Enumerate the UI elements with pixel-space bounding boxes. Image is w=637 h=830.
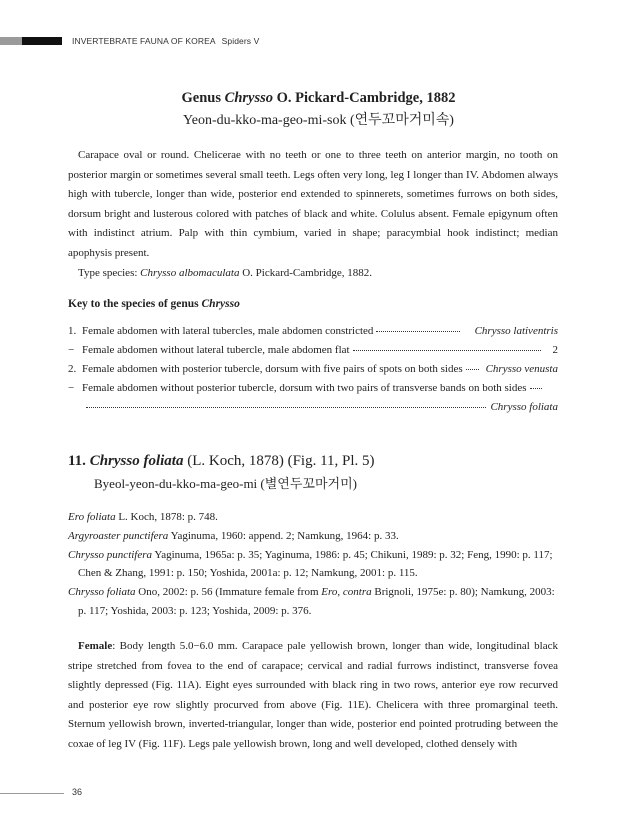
key-number: − bbox=[68, 382, 75, 394]
header-title: INVERTEBRATE FAUNA OF KOREA bbox=[72, 36, 216, 46]
key-row bbox=[68, 341, 558, 360]
key-text: Female abdomen without lateral tubercle, male abdomen flat bbox=[82, 344, 350, 356]
key-text: Female abdomen without posterior tubercle, dorsum with two pairs of transverse bands on both sides bbox=[82, 382, 527, 394]
header-bar-black bbox=[22, 37, 62, 45]
synonym-ref: Brignoli, 1975e: p. 80); Namkung, 2003: p. 117; Yoshida, 2003: p. 123; Yoshida, 2009: p. 376. bbox=[78, 586, 555, 617]
footer-rule bbox=[0, 793, 64, 794]
key-leader-dots bbox=[86, 407, 486, 408]
key-text: Female abdomen with posterior tubercle, dorsum with five pairs of spots on both sides bbox=[82, 363, 463, 375]
female-text: : Body length 5.0−6.0 mm. Carapace pale yellowish brown, longer than wide, longitudinal black stripe stretched from fovea to the end of carapace; cervical and radial furrows indistinct, transverse fovea slightly depressed (Fig. 11A). Eight eyes surrounded with black ring in two rows, anterior eye row recurved and posterior eye row slightly procurved from above (Fig. 11E). Chelicera with three promarginal teeth. Sternum yellowish brown, inverted-triangular, longer than wide, posterior end pointed protruding between the coxae of leg IV (Fig. 11F). Legs pale yellowish brown, long and well developed, clothed densely with bbox=[68, 640, 558, 750]
diagnosis-text: Carapace oval or round. Chelicerae with no teeth or one to three teeth on anterior margin, no tooth on posterior margin or sometimes several small teeth. Legs often very long, leg I longer than IV. Abdomen always high with tubercle, longer than wide, posterior end extended to spinnerets, sometimes furrows on both sides, dorsum bright and lusterous colored with patches of black and white. Colulus absent. Female epigynum often with indistinct atrium. Palp with thin cymbium, varied in shape; paracymbial hook indistinct; median apophysis present. bbox=[68, 149, 558, 259]
key-leader-dots bbox=[530, 388, 542, 389]
key-row-continuation bbox=[68, 398, 558, 417]
species-author: (L. Koch, 1878) (Fig. 11, Pl. 5) bbox=[183, 453, 375, 469]
key-number: 2. bbox=[68, 363, 77, 375]
running-header bbox=[72, 36, 259, 46]
identification-key bbox=[68, 322, 558, 417]
synonym-ref: Yaginuma, 1960: append. 2; Namkung, 1964: p. 33. bbox=[168, 529, 399, 542]
key-row bbox=[68, 379, 558, 398]
genus-prefix: Genus bbox=[181, 90, 225, 106]
genus-name: Chrysso bbox=[224, 90, 274, 106]
key-row bbox=[68, 360, 558, 379]
synonym-entry bbox=[68, 527, 558, 546]
synonym-entry bbox=[68, 583, 558, 621]
key-number: − bbox=[68, 344, 75, 356]
synonym-name: contra bbox=[342, 586, 372, 599]
synonymy-list bbox=[68, 508, 558, 621]
key-result: Chrysso lativentris bbox=[474, 325, 558, 337]
synonym-ref: L. Koch, 1878: p. 748. bbox=[115, 511, 218, 523]
key-text: Female abdomen with lateral tubercles, male abdomen constricted bbox=[82, 325, 374, 337]
synonym-name: Ero foliata bbox=[68, 511, 116, 523]
genus-author: O. Pickard-Cambridge, 1882 bbox=[273, 90, 456, 106]
key-heading bbox=[68, 298, 240, 310]
female-description bbox=[68, 637, 558, 755]
key-leader-dots bbox=[353, 350, 541, 351]
genus-title bbox=[0, 90, 637, 107]
female-paragraph bbox=[68, 637, 558, 755]
synonym-name: Chrysso punctifera bbox=[68, 548, 153, 561]
type-author: O. Pickard-Cambridge, 1882. bbox=[239, 266, 373, 279]
species-name: Chrysso foliata bbox=[89, 453, 184, 469]
type-name: Chrysso albomaculata bbox=[140, 266, 240, 279]
key-leader-dots bbox=[466, 369, 479, 370]
female-label: Female bbox=[78, 640, 113, 652]
key-number: 1. bbox=[68, 325, 77, 337]
synonym-ref: , bbox=[337, 586, 343, 599]
key-heading-genus: Chrysso bbox=[201, 298, 240, 310]
key-row bbox=[68, 322, 558, 341]
key-result: 2 bbox=[552, 344, 558, 356]
synonym-ref: Ono, 2002: p. 56 (Immature female from bbox=[135, 586, 322, 599]
header-bar-grey bbox=[0, 37, 22, 45]
synonym-ref: Yaginuma, 1965a: p. 35; Yaginuma, 1986: p. 45; Chikuni, 1989: p. 32; Feng, 1990: p. 117; Chen & Zhang, 1991: p. 150; Yoshida, 2001a: p. 12; Namkung, 2001: p. 115. bbox=[78, 548, 553, 580]
key-heading-prefix: Key to the species of genus bbox=[68, 298, 202, 310]
genus-korean-name: Yeon-du-kko-ma-geo-mi-sok (연두꼬마거미속) bbox=[183, 113, 454, 128]
synonym-entry bbox=[68, 546, 558, 584]
species-number: 11. bbox=[68, 453, 86, 469]
type-label: Type species: bbox=[78, 266, 141, 279]
synonym-entry bbox=[68, 508, 558, 527]
synonym-name: Argyroaster punctifera bbox=[68, 529, 169, 542]
synonym-name: Chrysso foliata bbox=[68, 586, 136, 599]
key-leader-dots bbox=[376, 331, 460, 332]
type-species bbox=[68, 264, 558, 284]
species-korean-name: Byeol-yeon-du-kko-ma-geo-mi (별연두꼬마거미) bbox=[94, 476, 357, 491]
genus-diagnosis bbox=[68, 146, 558, 283]
page-number: 36 bbox=[72, 787, 83, 797]
key-result: Chrysso foliata bbox=[490, 401, 558, 413]
header-subtitle: Spiders V bbox=[221, 36, 260, 46]
species-title bbox=[68, 453, 375, 470]
synonym-name: Ero bbox=[321, 586, 338, 599]
key-result: Chrysso venusta bbox=[485, 363, 558, 375]
